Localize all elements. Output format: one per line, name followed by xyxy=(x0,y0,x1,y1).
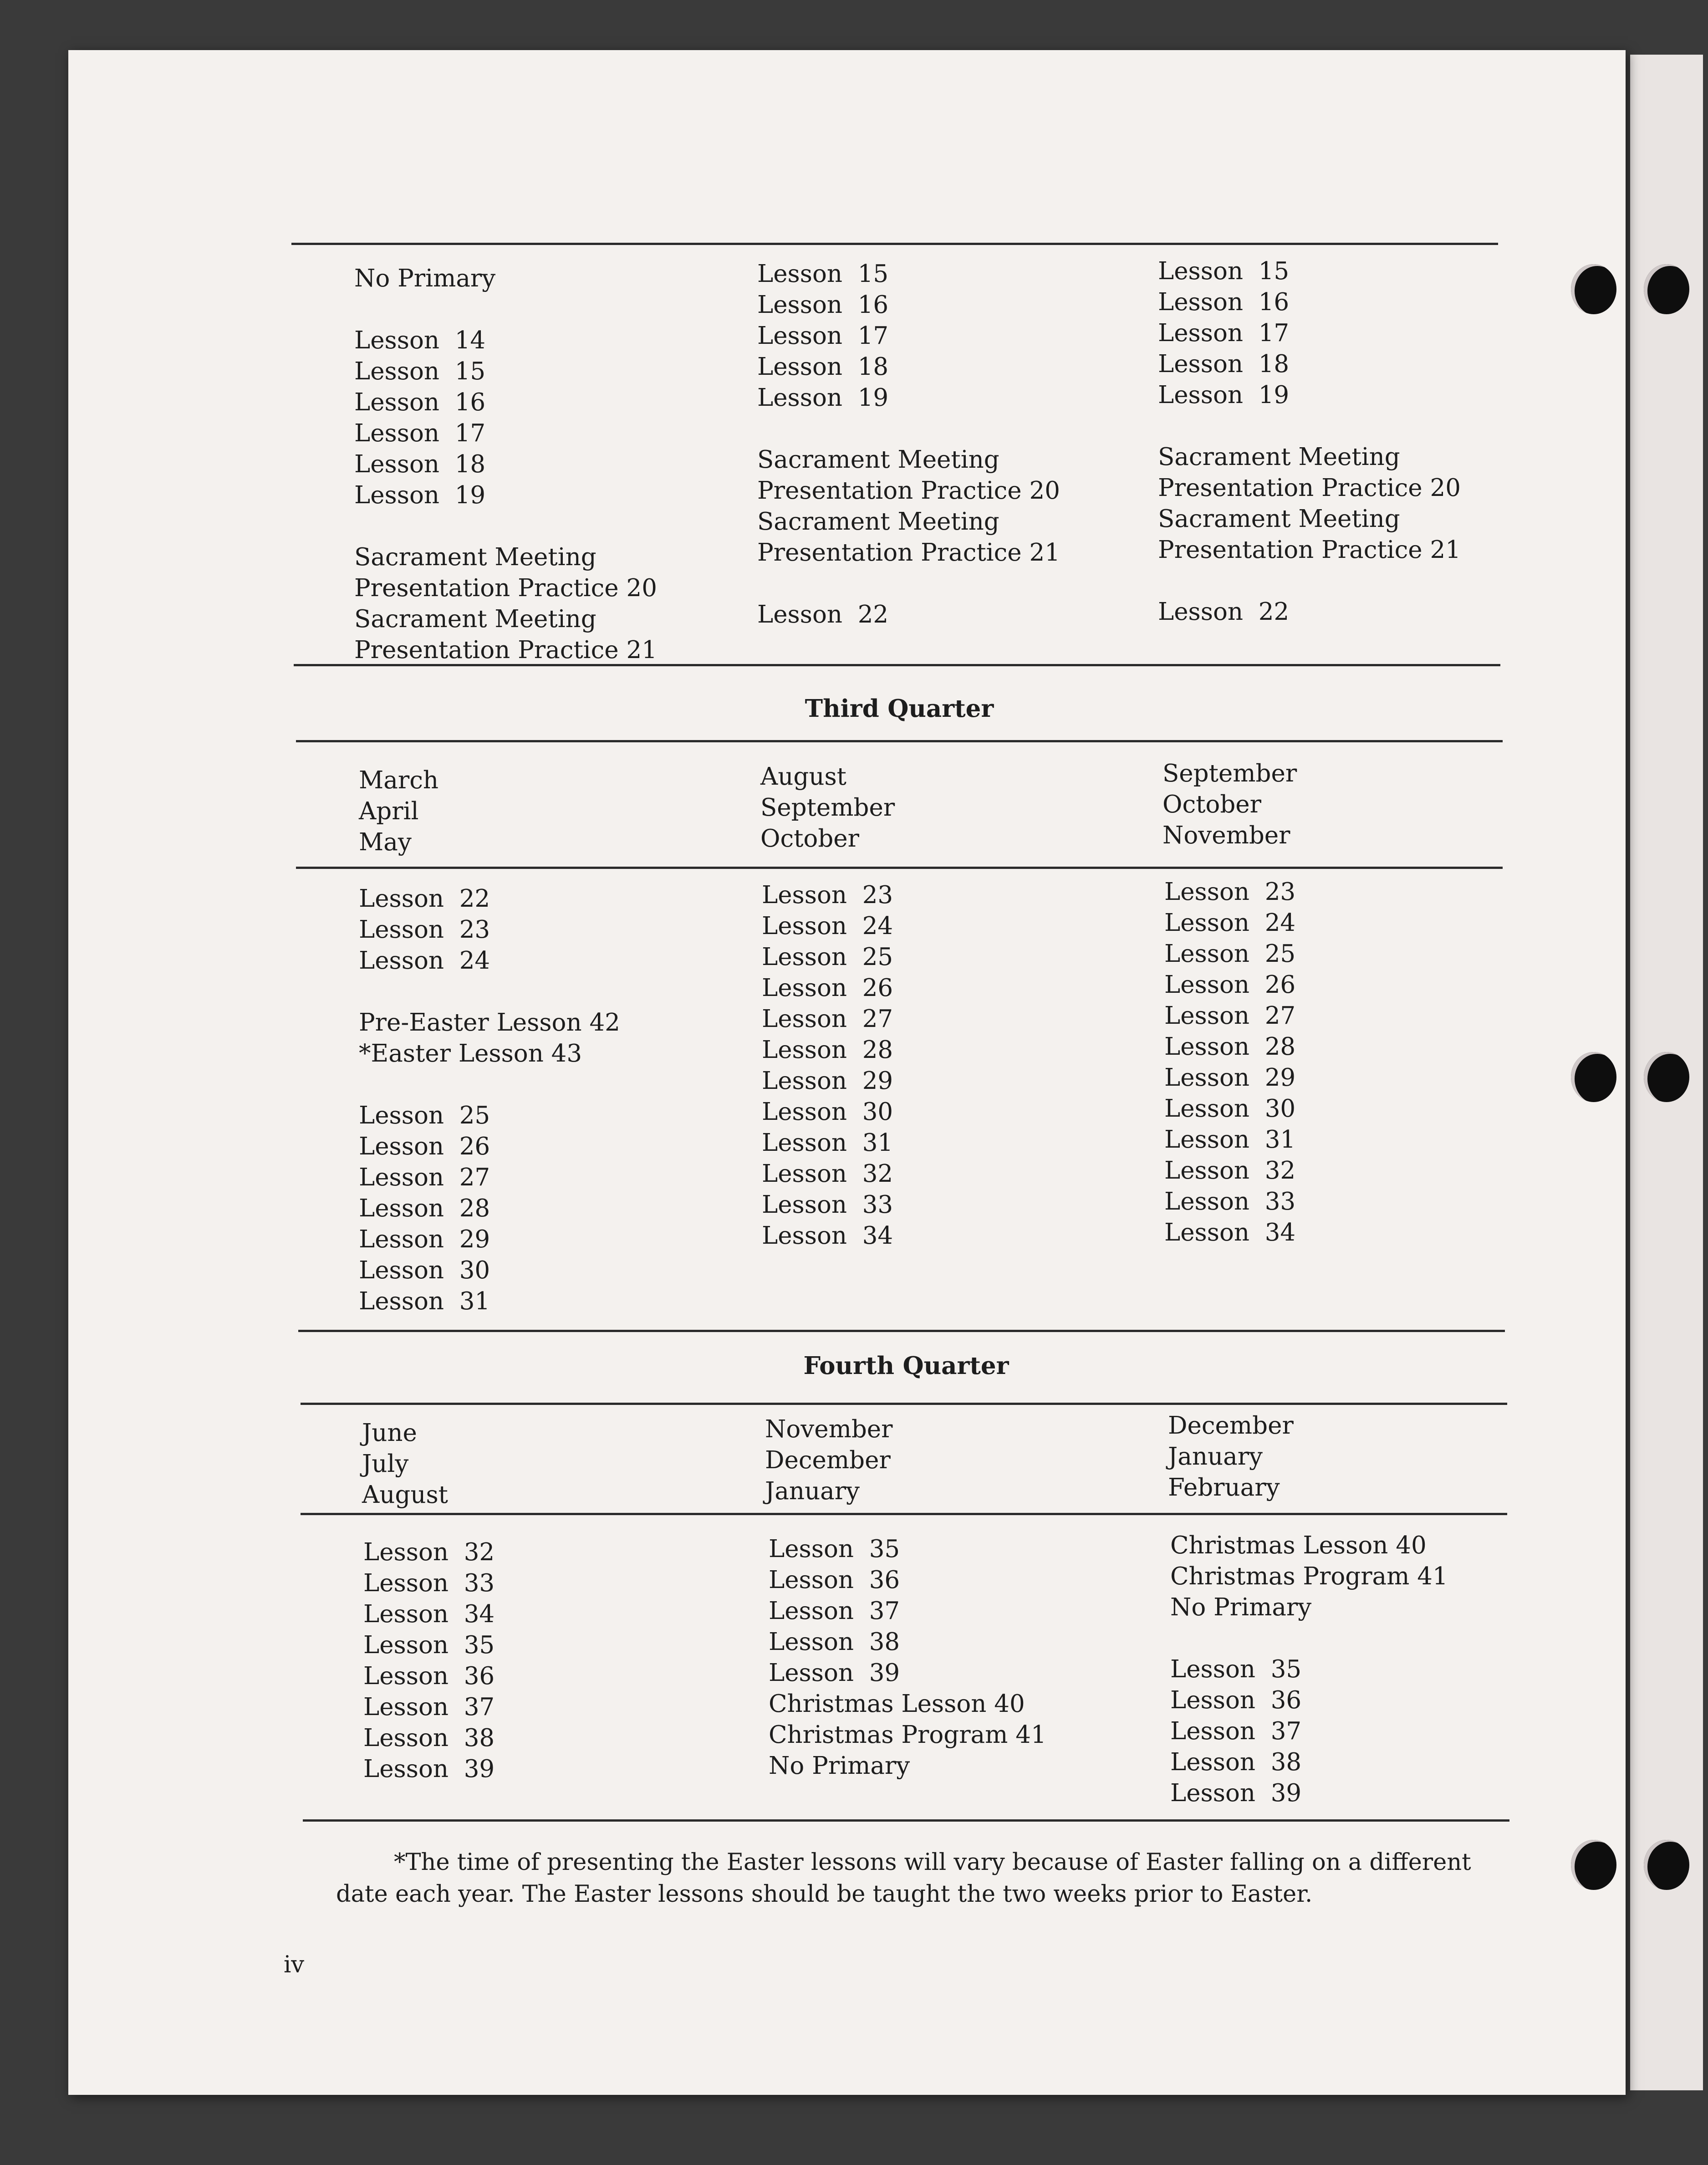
binder-hole xyxy=(1644,1840,1689,1890)
spacer xyxy=(354,511,657,542)
spacer xyxy=(354,294,657,325)
schedule-entry: Lesson 16 xyxy=(757,291,889,319)
schedule-entry: Lesson 38 xyxy=(1170,1748,1302,1776)
schedule-entry: No Primary xyxy=(1170,1593,1312,1621)
schedule-entry: Lesson 24 xyxy=(359,947,490,975)
schedule-entry: Lesson 18 xyxy=(1158,350,1290,378)
page-number: iv xyxy=(284,1951,305,1978)
schedule-column-3 xyxy=(1170,1530,1448,1809)
schedule-entry: Lesson 28 xyxy=(359,1195,490,1222)
schedule-entry: Lesson 29 xyxy=(762,1067,893,1095)
schedule-entry: Lesson 27 xyxy=(1164,1002,1296,1030)
schedule-entry: Lesson 29 xyxy=(359,1225,490,1253)
schedule-entry: Lesson 39 xyxy=(769,1659,900,1687)
binder-hole xyxy=(1571,1052,1616,1102)
schedule-column-2 xyxy=(757,259,1060,630)
schedule-entry: Lesson 32 xyxy=(762,1160,893,1188)
schedule-entry: Presentation Practice 21 xyxy=(1158,536,1461,564)
schedule-entry: Lesson 23 xyxy=(359,916,490,944)
schedule-entry: Christmas Program 41 xyxy=(1170,1562,1448,1590)
schedule-entry: Lesson 30 xyxy=(762,1098,893,1126)
schedule-entry: November xyxy=(765,1415,893,1443)
schedule-entry: August xyxy=(362,1481,448,1509)
schedule-entry: February xyxy=(1168,1474,1280,1501)
schedule-entry: Lesson 36 xyxy=(769,1566,900,1594)
spacer xyxy=(359,1069,620,1100)
schedule-entry: Presentation Practice 20 xyxy=(354,574,657,602)
schedule-entry: Lesson 26 xyxy=(359,1133,490,1160)
schedule-entry: Lesson 18 xyxy=(757,353,889,381)
schedule-entry: Lesson 32 xyxy=(1164,1157,1296,1185)
schedule-entry: Lesson 34 xyxy=(762,1222,893,1250)
months-column-1 xyxy=(362,1418,448,1511)
schedule-entry: Sacrament Meeting xyxy=(757,446,999,474)
schedule-entry: Lesson 39 xyxy=(1170,1779,1302,1807)
schedule-entry: Lesson 35 xyxy=(363,1631,495,1659)
schedule-entry: Lesson 15 xyxy=(354,357,486,385)
schedule-entry: October xyxy=(760,825,859,853)
spacer xyxy=(359,976,620,1007)
schedule-entry: Lesson 22 xyxy=(359,885,490,913)
schedule-entry: Pre-Easter Lesson 42 xyxy=(359,1009,620,1037)
schedule-entry: Sacrament Meeting xyxy=(354,605,597,633)
schedule-entry: September xyxy=(1162,760,1297,787)
spacer xyxy=(1158,411,1461,442)
schedule-entry: Lesson 15 xyxy=(1158,257,1290,285)
spacer xyxy=(1170,1623,1448,1654)
schedule-entry: Lesson 24 xyxy=(1164,909,1296,937)
table-rule xyxy=(296,867,1503,869)
schedule-entry: Lesson 17 xyxy=(354,419,486,447)
schedule-entry: Presentation Practice 21 xyxy=(354,636,657,664)
schedule-entry: October xyxy=(1162,791,1261,818)
schedule-entry: Lesson 27 xyxy=(762,1005,893,1033)
table-rule xyxy=(301,1403,1507,1405)
schedule-entry: Lesson 34 xyxy=(363,1600,495,1628)
schedule-entry: Lesson 38 xyxy=(769,1628,900,1656)
spacer xyxy=(757,568,1060,599)
schedule-entry: Lesson 31 xyxy=(1164,1126,1296,1154)
schedule-entry: Lesson 14 xyxy=(354,327,486,354)
schedule-entry: Lesson 25 xyxy=(359,1102,490,1129)
schedule-entry: Sacrament Meeting xyxy=(354,543,597,571)
schedule-entry: Christmas Lesson 40 xyxy=(1170,1532,1427,1559)
table-rule xyxy=(298,1330,1505,1332)
schedule-entry: August xyxy=(760,763,846,791)
schedule-entry: Lesson 37 xyxy=(363,1693,495,1721)
schedule-entry: Lesson 15 xyxy=(757,260,889,288)
schedule-entry: No Primary xyxy=(354,265,496,292)
schedule-entry: January xyxy=(1168,1443,1263,1471)
table-rule xyxy=(296,740,1503,742)
fourth-quarter-heading: Fourth Quarter xyxy=(803,1352,1009,1380)
schedule-entry: Lesson 36 xyxy=(363,1662,495,1690)
schedule-entry: Lesson 26 xyxy=(762,974,893,1002)
schedule-entry: Lesson 31 xyxy=(359,1287,490,1315)
schedule-entry: Christmas Lesson 40 xyxy=(769,1690,1025,1718)
schedule-entry: Lesson 37 xyxy=(769,1597,900,1625)
schedule-entry: Lesson 25 xyxy=(762,943,893,971)
schedule-entry: Lesson 23 xyxy=(762,881,893,909)
schedule-entry: Lesson 39 xyxy=(363,1755,495,1783)
binder-hole xyxy=(1644,264,1689,314)
schedule-entry: Lesson 17 xyxy=(757,322,889,350)
schedule-entry: Lesson 36 xyxy=(1170,1686,1302,1714)
schedule-entry: Lesson 26 xyxy=(1164,971,1296,999)
schedule-entry: Lesson 28 xyxy=(1164,1033,1296,1061)
schedule-column-2 xyxy=(769,1534,1046,1782)
schedule-entry: June xyxy=(362,1419,417,1447)
schedule-column-3 xyxy=(1158,256,1461,628)
schedule-entry: Lesson 25 xyxy=(1164,940,1296,968)
binder-hole xyxy=(1571,1840,1616,1890)
schedule-entry: Sacrament Meeting xyxy=(1158,443,1400,471)
binder-hole xyxy=(1571,264,1616,314)
schedule-entry: Lesson 22 xyxy=(1158,598,1290,626)
months-column-3 xyxy=(1168,1410,1294,1503)
months-column-2 xyxy=(765,1414,892,1507)
months-column-1 xyxy=(359,765,438,858)
schedule-entry: Lesson 33 xyxy=(1164,1188,1296,1215)
binder-hole xyxy=(1644,1052,1689,1102)
months-column-2 xyxy=(760,761,895,854)
schedule-entry: Lesson 16 xyxy=(354,388,486,416)
footnote-line-2: date each year. The Easter lessons should be taught the two weeks prior to Easter. xyxy=(336,1881,1313,1908)
spacer xyxy=(1158,566,1461,597)
schedule-entry: Lesson 32 xyxy=(363,1538,495,1566)
schedule-entry: Lesson 35 xyxy=(1170,1655,1302,1683)
schedule-entry: Lesson 35 xyxy=(769,1535,900,1563)
schedule-entry: November xyxy=(1162,822,1290,849)
months-column-3 xyxy=(1162,758,1297,851)
schedule-entry: December xyxy=(1168,1412,1294,1440)
schedule-column-3 xyxy=(1164,877,1295,1248)
spacer xyxy=(757,414,1060,444)
table-rule xyxy=(291,243,1498,245)
schedule-entry: Lesson 37 xyxy=(1170,1717,1302,1745)
schedule-entry: Lesson 29 xyxy=(1164,1064,1296,1092)
schedule-entry: Lesson 19 xyxy=(757,384,889,412)
schedule-entry: No Primary xyxy=(769,1752,910,1780)
schedule-entry: Presentation Practice 20 xyxy=(1158,474,1461,502)
schedule-entry: Lesson 16 xyxy=(1158,288,1290,316)
schedule-entry: Lesson 33 xyxy=(762,1191,893,1219)
schedule-entry: December xyxy=(765,1446,891,1474)
schedule-entry: Christmas Program 41 xyxy=(769,1721,1046,1749)
table-rule xyxy=(303,1819,1509,1822)
schedule-column-1 xyxy=(363,1537,495,1785)
schedule-entry: Lesson 22 xyxy=(757,601,889,628)
schedule-entry: September xyxy=(760,794,895,822)
schedule-entry: Lesson 31 xyxy=(762,1129,893,1157)
schedule-entry: Lesson 30 xyxy=(1164,1095,1296,1123)
schedule-entry: Lesson 38 xyxy=(363,1724,495,1752)
schedule-column-1 xyxy=(354,263,657,666)
schedule-entry: January xyxy=(765,1477,860,1505)
schedule-entry: Lesson 34 xyxy=(1164,1219,1296,1246)
schedule-entry: Presentation Practice 20 xyxy=(757,477,1060,505)
schedule-entry: Presentation Practice 21 xyxy=(757,539,1060,567)
schedule-column-1 xyxy=(359,883,620,1317)
schedule-entry: March xyxy=(359,766,439,794)
schedule-entry: Sacrament Meeting xyxy=(1158,505,1400,533)
third-quarter-heading: Third Quarter xyxy=(805,694,994,723)
schedule-entry: Lesson 28 xyxy=(762,1036,893,1064)
schedule-entry: May xyxy=(359,828,412,856)
schedule-entry: April xyxy=(359,797,419,825)
schedule-entry: July xyxy=(362,1450,409,1478)
schedule-entry: Lesson 18 xyxy=(354,450,486,478)
schedule-entry: Lesson 17 xyxy=(1158,319,1290,347)
schedule-entry: Lesson 30 xyxy=(359,1256,490,1284)
schedule-entry: Sacrament Meeting xyxy=(757,508,999,536)
schedule-entry: Lesson 27 xyxy=(359,1164,490,1191)
schedule-column-2 xyxy=(762,880,893,1251)
schedule-entry: Lesson 19 xyxy=(354,481,486,509)
schedule-entry: Lesson 24 xyxy=(762,912,893,940)
schedule-entry: Lesson 33 xyxy=(363,1569,495,1597)
schedule-entry: Lesson 23 xyxy=(1164,878,1296,906)
footnote-line-1: *The time of presenting the Easter lessons will vary because of Easter falling on a different xyxy=(394,1849,1471,1876)
table-rule xyxy=(301,1513,1507,1515)
schedule-entry: Lesson 19 xyxy=(1158,381,1290,409)
schedule-entry: *Easter Lesson 43 xyxy=(359,1040,582,1067)
